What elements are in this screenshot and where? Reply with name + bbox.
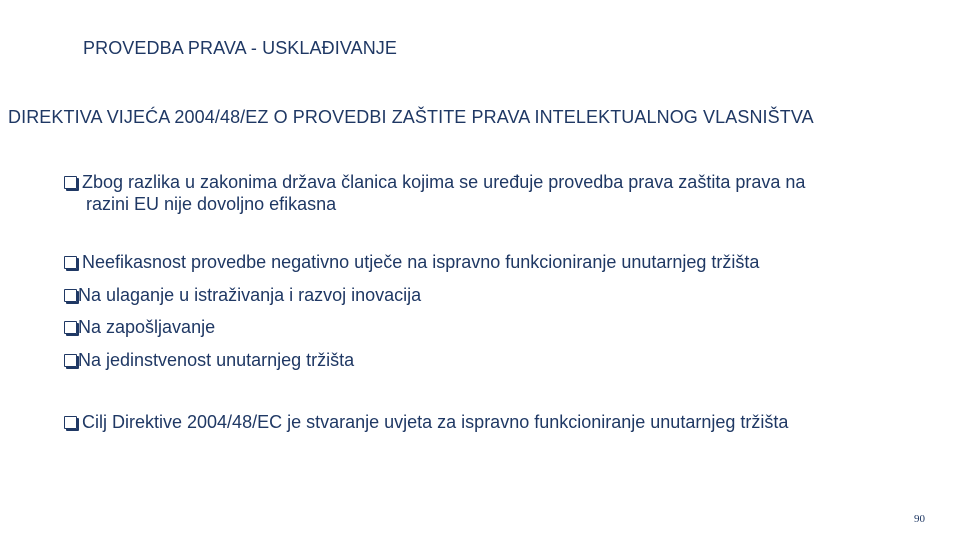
bullet-text: Cilj Direktive 2004/48/EC je stvaranje uvjeta za ispravno funkcioniranje unutarnjeg tržišta [82,412,789,432]
checkbox-square-icon [64,256,77,269]
bullet-item [64,171,805,215]
bullet-item [64,349,354,371]
slide-title: PROVEDBA PRAVA - USKLAĐIVANJE [83,38,397,58]
checkbox-square-icon [64,321,77,334]
checkbox-square-icon [64,354,77,367]
bullet-item [64,316,215,338]
checkbox-square-icon [64,289,77,302]
bullet-text: Na jedinstvenost unutarnjeg tržišta [78,350,355,370]
bullet-text: Zbog razlika u zakonima država članica kojima se uređuje provedba prava zaštita prava na [82,172,806,192]
checkbox-square-icon [64,416,77,429]
bullet-item [64,411,788,433]
checkbox-square-icon [64,176,77,189]
bullet-text: Na ulaganje u istraživanja i razvoj inovacija [78,285,422,305]
bullet-text: Na zapošljavanje [78,317,216,337]
bullet-text-continued: razini EU nije dovoljno efikasna [86,194,337,214]
page-number: 90 [914,513,925,525]
bullet-text: Neefikasnost provedbe negativno utječe na ispravno funkcioniranje unutarnjeg tržišta [82,252,760,272]
bullet-item [64,284,421,306]
slide-subtitle: DIREKTIVA VIJEĆA 2004/48/EZ O PROVEDBI ZAŠTITE PRAVA INTELEKTUALNOG VLASNIŠTVA [8,107,814,127]
bullet-item [64,251,759,273]
